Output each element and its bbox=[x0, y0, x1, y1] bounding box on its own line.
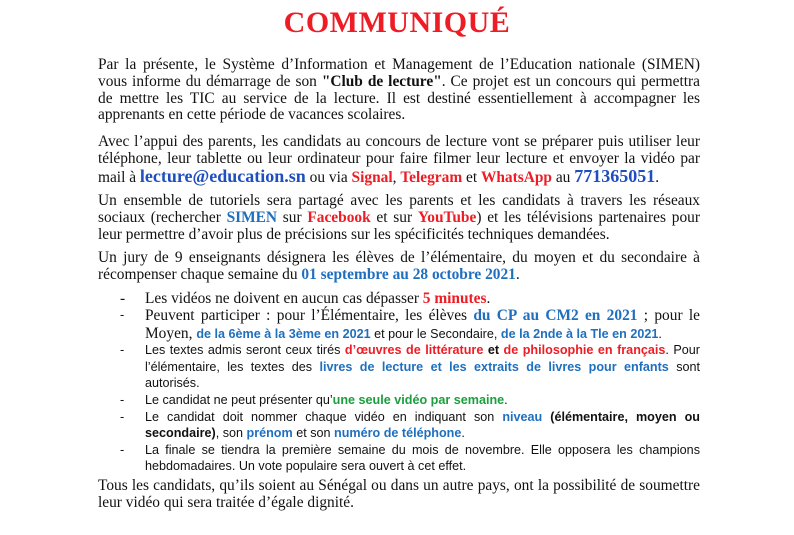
rule-text: Le candidat ne peut présenter qu’ bbox=[145, 392, 333, 407]
middle-range: de la 6ème à la 3ème en 2021 bbox=[196, 326, 371, 341]
bullet-dash: - bbox=[120, 290, 126, 307]
submission-text-d: et bbox=[462, 168, 481, 186]
rule-text: Peuvent participer : pour l’Élémentaire, les élèves bbox=[145, 307, 474, 324]
list-item bbox=[120, 409, 700, 442]
rule-text: La finale se tiendra la première semaine du mois de novembre. Elle opposera les champions hebdomadaires. Un vote populaire sera ouvert à cet effet. bbox=[145, 442, 700, 474]
rule-text: . bbox=[504, 392, 508, 407]
rule-text: . bbox=[658, 326, 662, 341]
jury-text-a: Un jury de 9 enseignants désignera les élèves de l’élémentaire, du moyen et du secondaire à récompenser chaque semaine du bbox=[98, 249, 700, 283]
rule-text: Les textes admis seront ceux tirés bbox=[145, 343, 345, 358]
page-title: COMMUNIQUÉ bbox=[283, 6, 511, 39]
first-name-label: prénom bbox=[246, 426, 293, 441]
rule-text: . bbox=[486, 290, 491, 307]
list-item bbox=[120, 392, 700, 409]
facebook-label: Facebook bbox=[307, 208, 371, 226]
max-duration: 5 minutes bbox=[422, 290, 487, 307]
closing-paragraph: Tous les candidats, qu’ils soient au Sénégal ou dans un autre pays, ont la possibilité de soumettre leur vidéo qui sera traitée d’égale dignité. bbox=[98, 477, 700, 511]
submission-text-c: , bbox=[392, 168, 401, 186]
secondary-range: de la 2nde à la Tle en 2021 bbox=[500, 326, 659, 341]
rule-text: Les vidéos ne doivent en aucun cas dépasser bbox=[145, 290, 423, 307]
list-item bbox=[120, 442, 700, 475]
club-name: "Club de lecture" bbox=[321, 72, 442, 90]
jury-text-b: . bbox=[515, 265, 520, 283]
one-video-rule: une seule vidéo par semaine bbox=[332, 392, 505, 407]
simen-label: SIMEN bbox=[226, 208, 278, 226]
list-item bbox=[120, 307, 700, 342]
level-label: niveau bbox=[502, 409, 543, 424]
rule-text: et bbox=[483, 343, 504, 358]
submission-text-a: Avec l’appui des parents, les candidats au concours de lecture vont se préparer puis utiliser leur téléphone, leur tablette ou leur ordinateur pour faire filmer leur lecture et envoyer la vidéo par mail à bbox=[98, 133, 700, 186]
rules-list bbox=[120, 290, 700, 475]
tutorials-text-c: et sur bbox=[370, 208, 418, 226]
rule-text: sont autorisés. bbox=[145, 359, 701, 391]
list-item bbox=[120, 290, 700, 307]
rule-text: . Pour l’élémentaire, les textes des bbox=[145, 343, 701, 374]
tutorials-text-a: Un ensemble de tutoriels sera partagé avec les parents et les candidats à travers les réseaux sociaux (rechercher bbox=[98, 192, 700, 226]
youtube-label: YouTube bbox=[417, 208, 477, 226]
intro-paragraph bbox=[98, 57, 700, 124]
telegram-label: Telegram bbox=[400, 168, 463, 186]
rule-text: , son bbox=[215, 426, 247, 441]
philosophy-works: de philosophie en français bbox=[503, 343, 666, 358]
contest-dates: 01 septembre au 28 octobre 2021 bbox=[301, 265, 516, 283]
intro-text-b: . Ce projet est un concours qui permettra de mettre les TIC au service de la lecture. Il est destiné essentiellement à accompagner les apprenants en cette période de vacances scolaires. bbox=[98, 72, 700, 124]
reading-books: livres de lecture et les extraits de livres pour enfants bbox=[319, 359, 669, 374]
rule-text: et son bbox=[292, 426, 335, 441]
elementary-range: du CP au CM2 en 2021 bbox=[473, 307, 638, 324]
jury-paragraph bbox=[98, 250, 700, 284]
list-item bbox=[120, 342, 700, 392]
whatsapp-label: WhatsApp bbox=[480, 168, 552, 186]
rule-text: Le candidat doit nommer chaque vidéo en indiquant son bbox=[145, 409, 503, 424]
tutorials-text-d: ) et les télévisions partenaires pour leur permettre d’avoir plus de précisions sur les spécificités techniques demandées. bbox=[98, 208, 700, 243]
rule-text: et pour le Secondaire, bbox=[370, 326, 501, 341]
bullet-dash: - bbox=[120, 343, 125, 358]
bullet-dash: - bbox=[120, 392, 125, 407]
tutorials-paragraph bbox=[98, 193, 700, 243]
email-link[interactable]: lecture@education.sn bbox=[139, 165, 306, 186]
phone-number-label: numéro de téléphone bbox=[334, 426, 462, 441]
level-options: (élémentaire, moyen ou secondaire) bbox=[145, 409, 701, 441]
submission-paragraph bbox=[98, 134, 700, 186]
submission-text-e: au bbox=[551, 168, 575, 186]
phone-number: 771365051 bbox=[574, 165, 656, 186]
signal-label: Signal bbox=[351, 168, 393, 186]
bullet-dash: - bbox=[120, 308, 125, 322]
rule-text: . bbox=[461, 426, 465, 441]
bullet-dash: - bbox=[120, 409, 125, 424]
submission-text-f: . bbox=[655, 168, 660, 186]
submission-text-b: ou via bbox=[305, 168, 352, 186]
bullet-dash: - bbox=[120, 442, 125, 457]
intro-text-a: Par la présente, le Système d’Information et Management de l’Education nationale (SIMEN) vous informe du démarrage de son bbox=[98, 56, 700, 90]
literature-works: d’œuvres de littérature bbox=[344, 343, 484, 358]
rule-text: ; pour le Moyen, bbox=[145, 307, 700, 342]
tutorials-text-b: sur bbox=[277, 208, 308, 226]
